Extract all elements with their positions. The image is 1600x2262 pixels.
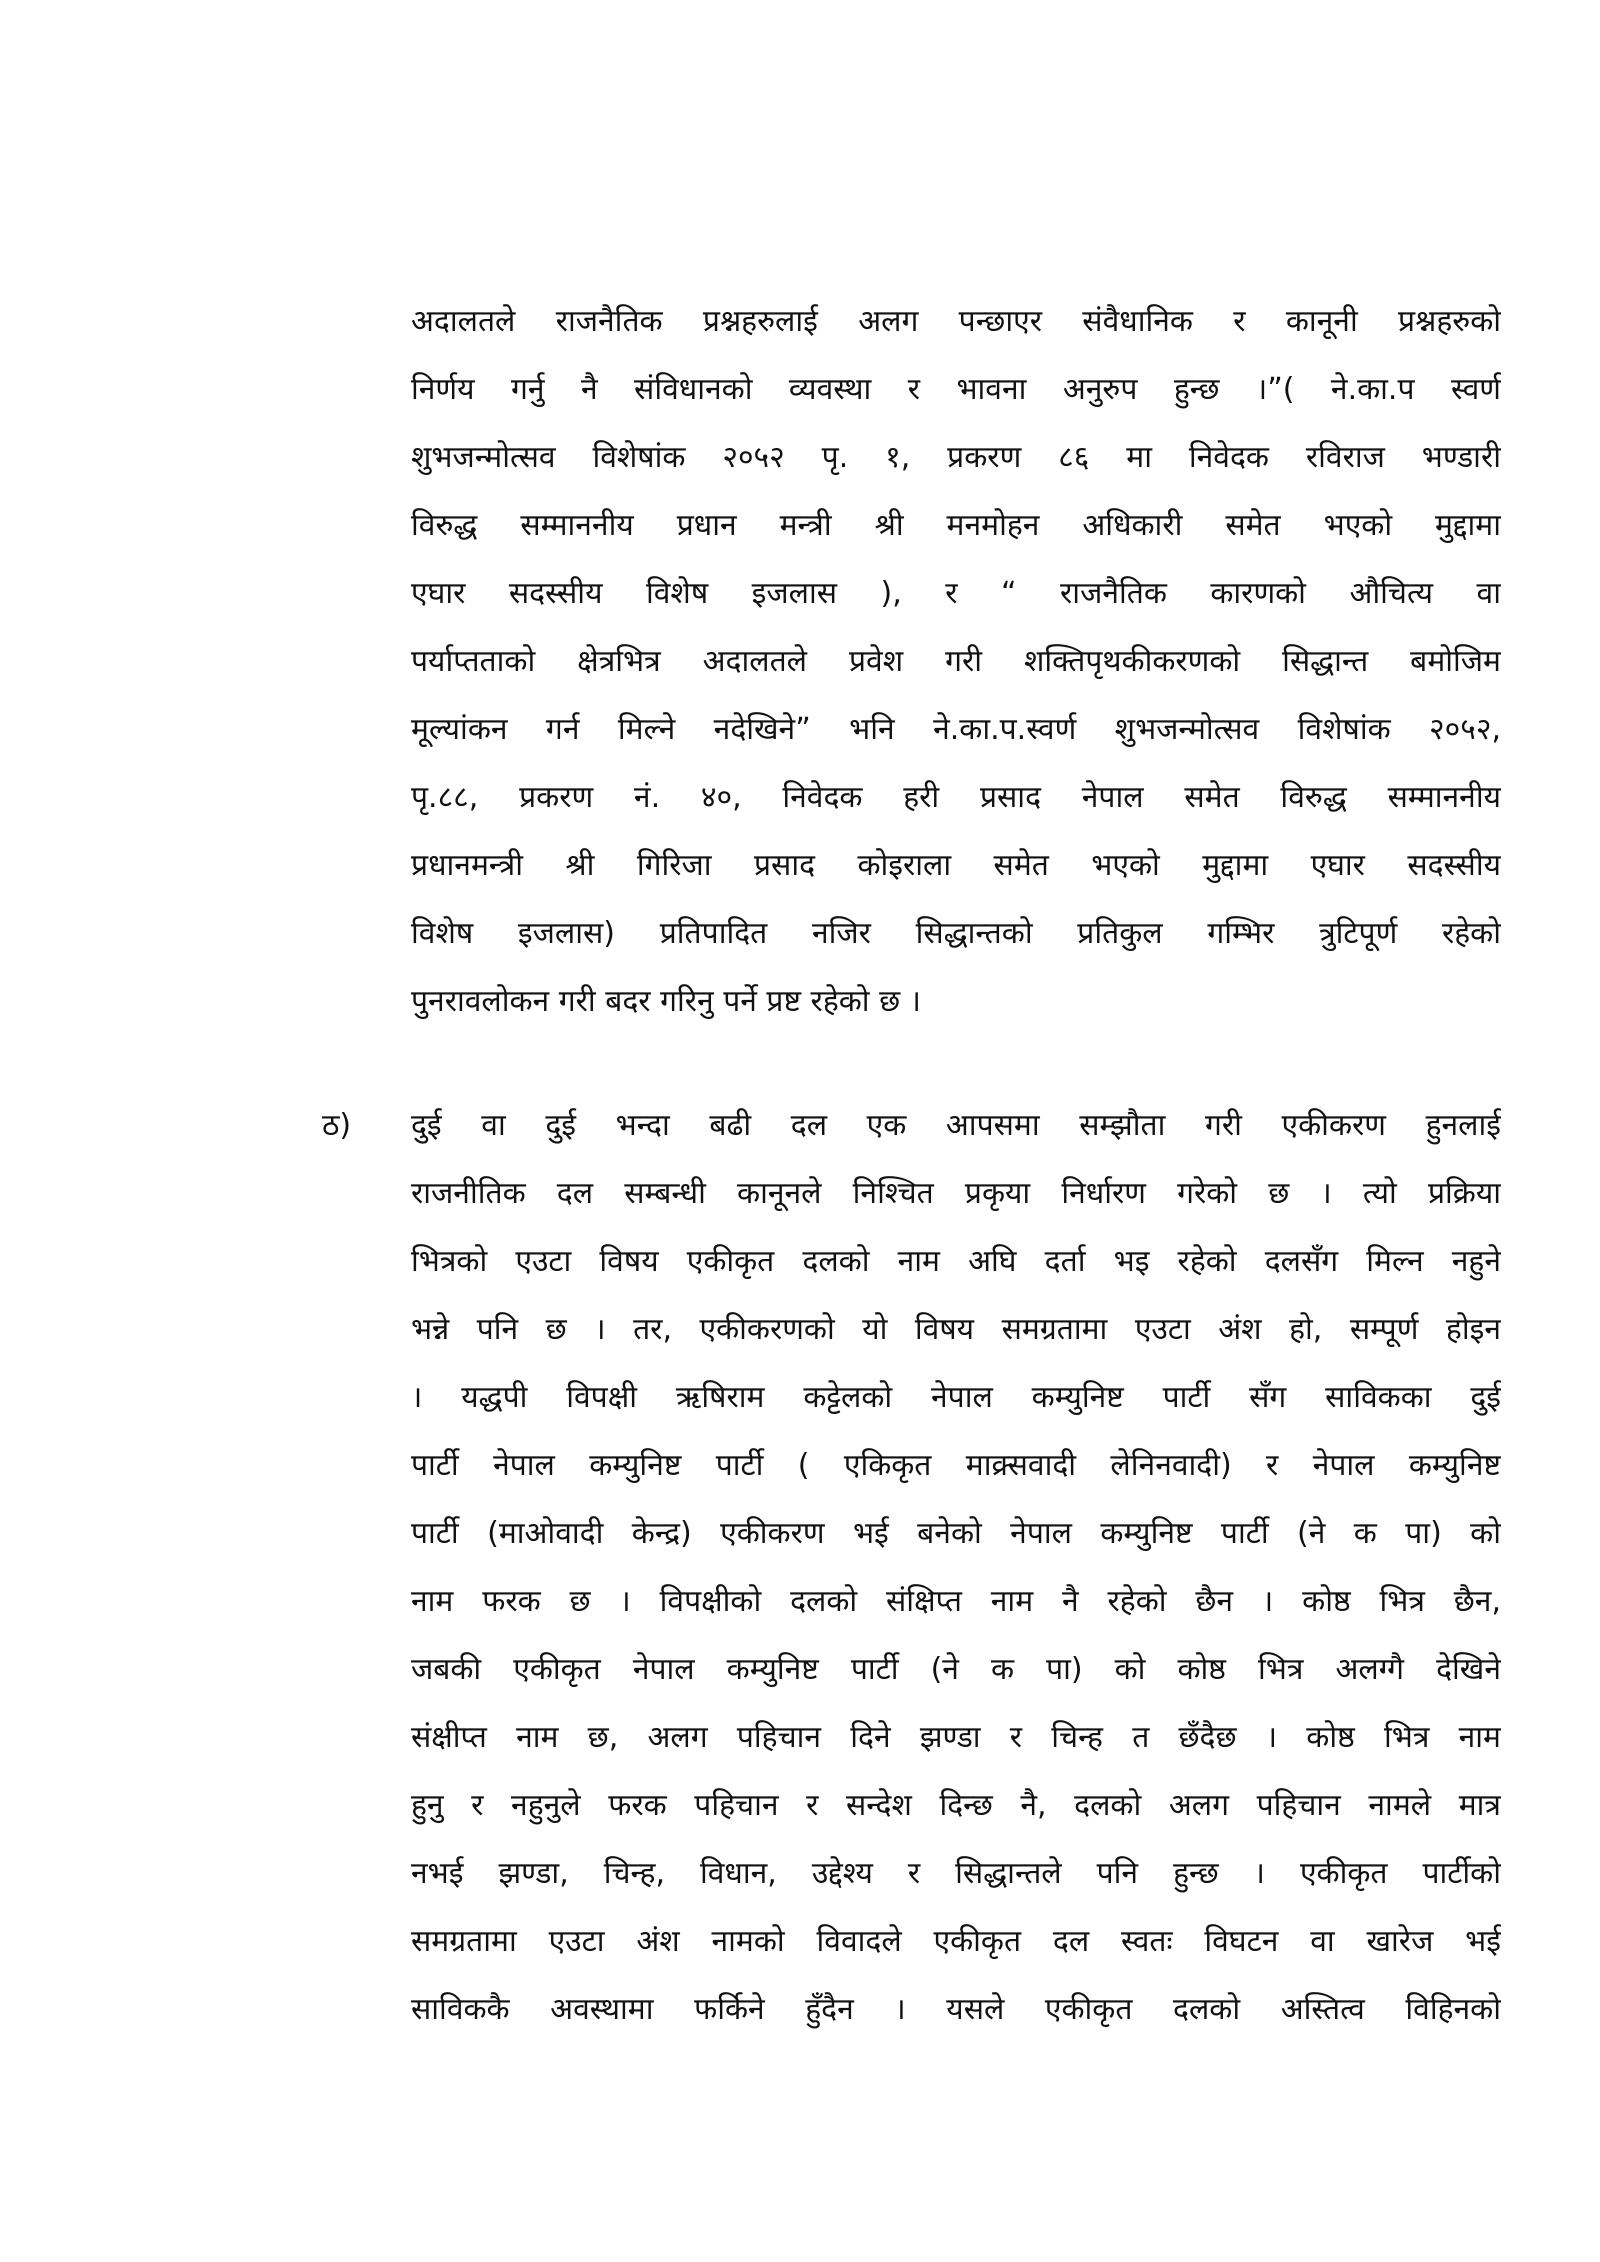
- text-line: । यद्धपी विपक्षी ऋषिराम कट्टेलको नेपाल कम्युनिष्ट पार्टी सँग साविकका दुई: [411, 1380, 1501, 1415]
- text-line: एघार सदस्सीय विशेष इजलास ), र “ राजनैतिक कारणको औचित्य वा: [411, 576, 1501, 611]
- text-line: दुई वा दुई भन्दा बढी दल एक आपसमा सम्झौता गरी एकीकरण हुनलाई: [411, 1108, 1501, 1143]
- text-line: विशेष इजलास) प्रतिपादित नजिर सिद्धान्तको प्रतिकुल गम्भिर त्रुटिपूर्ण रहेको: [411, 916, 1501, 951]
- text-line: पार्टी नेपाल कम्युनिष्ट पार्टी ( एकिकृत माक्र्सवादी लेनिनवादी) र नेपाल कम्युनिष्ट: [411, 1448, 1501, 1483]
- text-line: जबकी एकीकृत नेपाल कम्युनिष्ट पार्टी (ने क पा) को कोष्ठ भित्र अलग्गै देखिने: [411, 1652, 1501, 1687]
- text-line: पृ.८८, प्रकरण नं. ४०, निवेदक हरी प्रसाद नेपाल समेत विरुद्ध सम्माननीय: [411, 780, 1501, 815]
- text-line: पार्टी (माओवादी केन्द्र) एकीकरण भई बनेको नेपाल कम्युनिष्ट पार्टी (ने क पा) को: [411, 1516, 1501, 1551]
- text-line: भन्ने पनि छ । तर, एकीकरणको यो विषय समग्रतामा एउटा अंश हो, सम्पूर्ण होइन: [411, 1312, 1501, 1347]
- text-line: विरुद्ध सम्माननीय प्रधान मन्त्री श्री मनमोहन अधिकारी समेत भएको मुद्दामा: [411, 508, 1501, 543]
- text-line: भित्रको एउटा विषय एकीकृत दलको नाम अघि दर्ता भइ रहेको दलसँग मिल्न नहुने: [411, 1244, 1501, 1279]
- paragraph-marker: ठ): [322, 1108, 352, 1143]
- paragraph-continued: [411, 288, 1501, 1036]
- text-line: मूल्यांकन गर्न मिल्ने नदेखिने” भनि ने.का.प.स्वर्ण शुभजन्मोत्सव विशेषांक २०५२,: [411, 712, 1501, 747]
- text-line: अदालतले राजनैतिक प्रश्नहरुलाई अलग पन्छाएर संवैधानिक र कानूनी प्रश्नहरुको: [411, 304, 1501, 339]
- text-line: समग्रतामा एउटा अंश नामको विवादले एकीकृत दल स्वतः विघटन वा खारेज भई: [411, 1924, 1501, 1959]
- text-line: राजनीतिक दल सम्बन्धी कानूनले निश्चित प्रकृया निर्धारण गरेको छ । त्यो प्रक्रिया: [411, 1176, 1501, 1211]
- text-line: संक्षीप्त नाम छ, अलग पहिचान दिने झण्डा र चिन्ह त छँदैछ । कोष्ठ भित्र नाम: [411, 1720, 1501, 1755]
- text-line: साविककै अवस्थामा फर्किने हुँदैन । यसले एकीकृत दलको अस्तित्व विहिनको: [411, 1992, 1501, 2027]
- text-line: पुनरावलोकन गरी बदर गरिनु पर्ने प्रष्ट रहेको छ ।: [411, 984, 922, 1019]
- text-line: नाम फरक छ । विपक्षीको दलको संक्षिप्त नाम नै रहेको छैन । कोष्ठ भित्र छैन,: [411, 1584, 1501, 1619]
- text-line: निर्णय गर्नु नै संविधानको व्यवस्था र भावना अनुरुप हुन्छ ।”( ने.का.प स्वर्ण: [411, 372, 1501, 407]
- text-line: पर्याप्तताको क्षेत्रभित्र अदालतले प्रवेश गरी शक्तिपृथकीकरणको सिद्धान्त बमोजिम: [411, 644, 1501, 679]
- text-line: हुनु र नहुनुले फरक पहिचान र सन्देश दिन्छ नै, दलको अलग पहिचान नामले मात्र: [411, 1788, 1501, 1823]
- text-line: शुभजन्मोत्सव विशेषांक २०५२ पृ. १, प्रकरण ८६ मा निवेदक रविराज भण्डारी: [411, 440, 1501, 475]
- paragraph-tha: [411, 1092, 1501, 2044]
- text-line: प्रधानमन्त्री श्री गिरिजा प्रसाद कोइराला समेत भएको मुद्दामा एघार सदस्सीय: [411, 848, 1501, 883]
- text-line: नभई झण्डा, चिन्ह, विधान, उद्देश्य र सिद्धान्तले पनि हुन्छ । एकीकृत पार्टीको: [411, 1856, 1501, 1891]
